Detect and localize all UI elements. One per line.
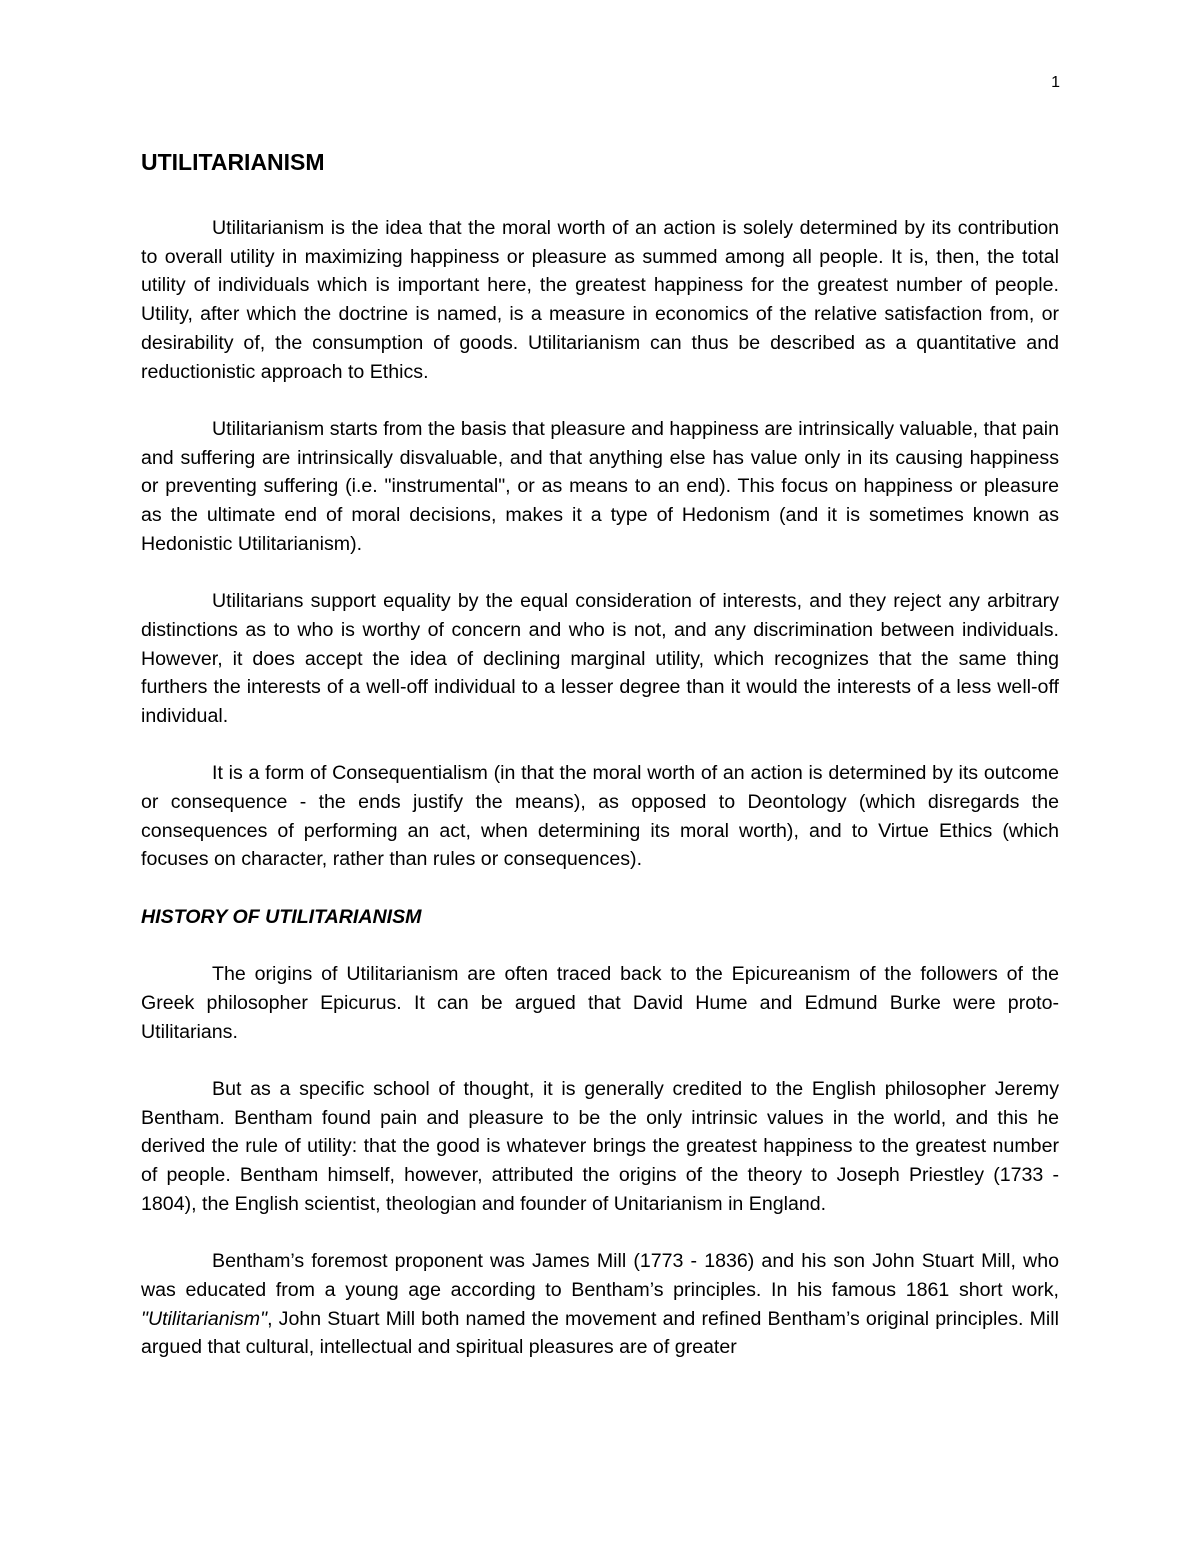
paragraph-equality: Utilitarians support equality by the equal consideration of interests, and they reject any arbitrary distinctions as to who is worthy of concern and who is not, and any discrimination between individuals. However, it does accept the idea of declining marginal utility, which recognizes that the same thing furthers the interests of a well-off individual to a lesser degree than it would the interests of a less well-off individual. xyxy=(141,590,1059,727)
paragraph-definition: Utilitarianism is the idea that the moral worth of an action is solely determined by its contribution to overall utility in maximizing happiness or pleasure as summed among all people. It is, then, the total utility of individuals which is important here, the greatest happiness for the greatest number of people. Utility, after which the doctrine is named, is a measure in economics of the relative satisfaction from, or desirability of, the consumption of goods. Utilitarianism can thus be described as a quantitative and reductionistic approach to Ethics. xyxy=(141,217,1059,383)
mill-work-title: "Utilitarianism" xyxy=(141,1307,268,1330)
mill-text-before: Bentham’s foremost proponent was James Mill (1773 - 1836) and his son John Stuart Mill, who was educated from a young age according to Bentham’s principles. In his famous 1861 short work, xyxy=(141,1250,1059,1301)
paragraph-mill xyxy=(141,1247,1059,1362)
page-number: 1 xyxy=(1051,74,1060,91)
paragraph-bentham: But as a specific school of thought, it is generally credited to the English philosopher Jeremy Bentham. Bentham found pain and pleasure to be the only intrinsic values in the world, and this he derived the rule of utility: that the good is whatever brings the greatest happiness to the greatest number of people. Bentham himself, however, attributed the origins of the theory to Joseph Priestley (1733 - 1804), the English scientist, theologian and founder of Unitarianism in England. xyxy=(141,1078,1059,1215)
paragraph-origins: The origins of Utilitarianism are often traced back to the Epicureanism of the followers of the Greek philosopher Epicurus. It can be argued that David Hume and Edmund Burke were proto-Utilitarians. xyxy=(141,963,1059,1043)
document-body xyxy=(141,146,1059,1362)
paragraph-hedonism: Utilitarianism starts from the basis that pleasure and happiness are intrinsically valuable, that pain and suffering are intrinsically disvaluable, and that anything else has value only in its causing happiness or preventing suffering (i.e. "instrumental", or as means to an end). This focus on happiness or pleasure as the ultimate end of moral decisions, makes it a type of Hedonism (and it is sometimes known as Hedonistic Utilitarianism). xyxy=(141,417,1059,555)
section-title-history: HISTORY OF UTILITARIANISM xyxy=(141,905,422,928)
document-title: UTILITARIANISM xyxy=(141,149,325,175)
paragraph-consequentialism: It is a form of Consequentialism (in that the moral worth of an action is determined by its outcome or consequence - the ends justify the means), as opposed to Deontology (which disregards the consequences of performing an act, when determining its moral worth), and to Virtue Ethics (which focuses on character, rather than rules or consequences). xyxy=(141,762,1059,871)
mill-text-after: , John Stuart Mill both named the movement and refined Bentham’s original principles. Mill argued that cultural, intellectual and spiritual pleasures are of greater xyxy=(141,1307,1059,1359)
